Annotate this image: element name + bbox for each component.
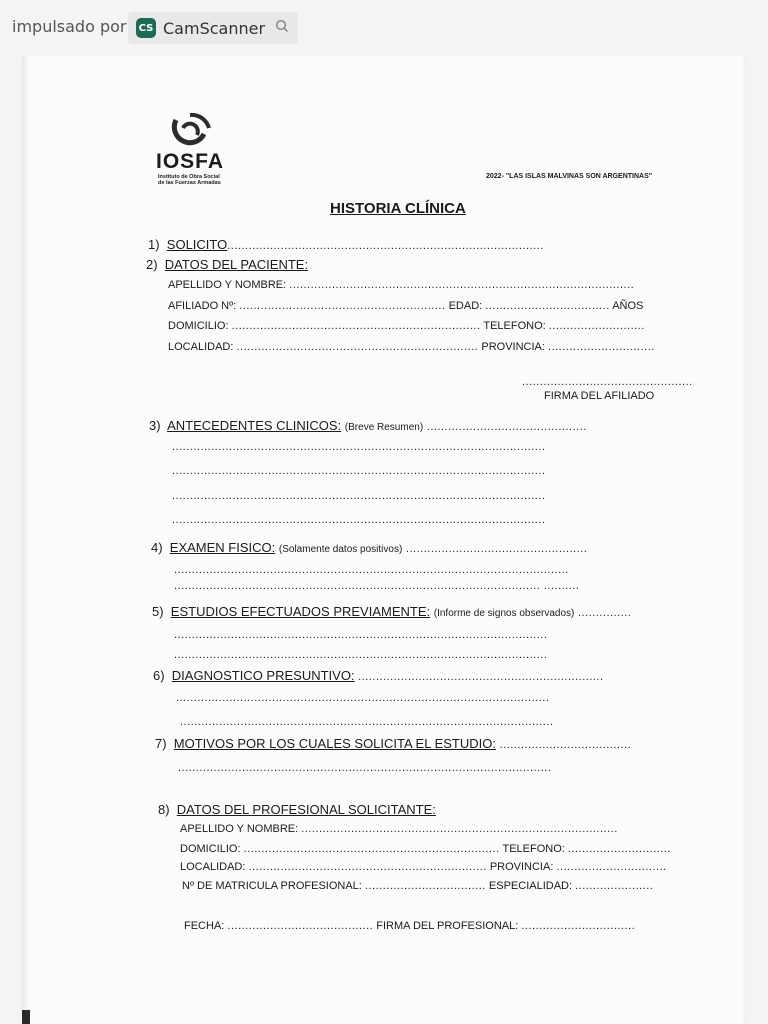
fill-dots: ..................................... bbox=[499, 739, 632, 751]
motto-text: 2022- "LAS ISLAS MALVINAS SON ARGENTINAS" bbox=[486, 173, 653, 180]
section-1-solicito bbox=[148, 237, 544, 252]
logo-name: IOSFA bbox=[156, 150, 225, 173]
logo-subtitle-line-2: de las Fuerzas Armadas bbox=[158, 180, 221, 186]
fill-dots: ................................... bbox=[485, 300, 610, 312]
firma-afiliado-line[interactable]: ................................................ bbox=[522, 376, 693, 388]
section-title: ANTECEDENTES CLINICOS: bbox=[167, 418, 342, 433]
fill-dots: .................................. bbox=[364, 880, 486, 892]
search-icon[interactable] bbox=[275, 19, 289, 33]
paciente-apellido-field[interactable] bbox=[168, 279, 634, 291]
profesional-apellido-field[interactable] bbox=[180, 823, 618, 835]
profesional-matricula-field[interactable] bbox=[182, 880, 653, 892]
section-2-datos-paciente bbox=[146, 257, 308, 272]
logo-subtitle-line-1: Instituto de Obra Social bbox=[158, 174, 220, 180]
fill-dots: ...................... bbox=[575, 880, 654, 892]
camscanner-logo-icon: CS bbox=[136, 18, 156, 38]
field-label: DOMICILIO: bbox=[180, 843, 241, 855]
section-number: 3) bbox=[149, 418, 161, 433]
fill-dots: .................................................................... bbox=[236, 341, 479, 353]
section-8-profesional bbox=[158, 802, 436, 817]
antecedentes-line[interactable]: ......................................................................................................... bbox=[172, 441, 546, 453]
examen-line[interactable]: ....................................................................................................... .......... bbox=[174, 580, 580, 592]
field-label: PROVINCIA: bbox=[489, 861, 554, 873]
field-label: Nº DE MATRICULA PROFESIONAL: bbox=[182, 880, 362, 892]
page-title bbox=[330, 200, 466, 217]
field-label: AÑOS bbox=[612, 300, 644, 312]
page-edge-mark bbox=[22, 1010, 30, 1024]
camscanner-banner bbox=[0, 0, 768, 56]
section-6-diagnostico bbox=[153, 668, 604, 683]
section-number: 7) bbox=[155, 736, 167, 751]
section-4-examen-fisico bbox=[151, 540, 587, 555]
diagnostico-line[interactable]: ......................................................................................................... bbox=[176, 692, 550, 704]
section-5-estudios bbox=[152, 604, 631, 619]
title-part-2: CLÍNICA bbox=[405, 200, 466, 217]
section-3-antecedentes bbox=[149, 418, 587, 433]
fill-dots: ........................................................................ bbox=[243, 843, 500, 855]
field-label: TELEFONO: bbox=[483, 320, 546, 332]
field-label: APELLIDO Y NOMBRE: bbox=[180, 823, 299, 835]
fill-dots: ............... bbox=[578, 607, 632, 619]
field-label: APELLIDO Y NOMBRE: bbox=[168, 279, 287, 291]
section-title: DATOS DEL PACIENTE: bbox=[164, 257, 309, 272]
fill-dots: ............................... bbox=[556, 861, 667, 873]
estudios-line[interactable]: ......................................................................................................... bbox=[174, 649, 548, 661]
diagnostico-line[interactable]: ......................................................................................................... bbox=[180, 716, 554, 728]
section-note: (Solamente datos positivos) bbox=[278, 544, 403, 555]
section-number: 2) bbox=[146, 257, 158, 272]
field-label: ESPECIALIDAD: bbox=[488, 880, 573, 892]
field-label: EDAD: bbox=[448, 300, 483, 312]
section-title: SOLICITO bbox=[166, 237, 228, 252]
powered-by-label: impulsado por bbox=[12, 17, 127, 36]
antecedentes-line[interactable]: ......................................................................................................... bbox=[172, 490, 546, 502]
paciente-afiliado-field[interactable] bbox=[168, 300, 643, 312]
fill-dots: ................................................................... bbox=[248, 861, 487, 873]
motivos-line[interactable]: ......................................................................................................... bbox=[178, 762, 552, 774]
section-title: EXAMEN FISICO: bbox=[169, 540, 276, 555]
fill-dots: ........................... bbox=[548, 320, 645, 332]
antecedentes-line[interactable]: ......................................................................................................... bbox=[172, 514, 546, 526]
section-number: 5) bbox=[152, 604, 164, 619]
fill-dots: ............................. bbox=[567, 843, 672, 855]
section-number: 4) bbox=[151, 540, 163, 555]
estudios-line[interactable]: ......................................................................................................... bbox=[174, 629, 548, 641]
fill-dots: ................................................................................................. bbox=[289, 279, 635, 291]
section-title: MOTIVOS POR LOS CUALES SOLICITA EL ESTUDIO: bbox=[173, 736, 496, 751]
fill-dots: ................................................... bbox=[405, 543, 588, 555]
field-label: LOCALIDAD: bbox=[168, 341, 234, 353]
section-7-motivos bbox=[155, 736, 631, 751]
firma-afiliado-label: FIRMA DEL AFILIADO bbox=[544, 390, 655, 402]
field-label: TELEFONO: bbox=[502, 843, 565, 855]
fill-dots: ......................................................................................... bbox=[227, 240, 544, 252]
section-note: (Informe de signos observados) bbox=[433, 608, 575, 619]
profesional-localidad-field[interactable] bbox=[180, 861, 667, 873]
fill-dots: .......................................................... bbox=[239, 300, 446, 312]
section-number: 1) bbox=[148, 237, 160, 252]
fill-dots: .............................. bbox=[548, 341, 655, 353]
fill-dots: ............................................. bbox=[426, 421, 587, 433]
logo-subtitle bbox=[158, 174, 221, 186]
field-label: LOCALIDAD: bbox=[180, 861, 246, 873]
section-title: DIAGNOSTICO PRESUNTIVO: bbox=[171, 668, 355, 683]
field-label: DOMICILIO: bbox=[168, 320, 229, 332]
fill-dots: ..................................................................... bbox=[358, 671, 604, 683]
fill-dots: ......................................................................................... bbox=[301, 823, 618, 835]
title-part-1: HISTORIA bbox=[330, 200, 401, 217]
paciente-domicilio-field[interactable] bbox=[168, 320, 645, 332]
camscanner-app-name: CamScanner bbox=[163, 18, 266, 38]
antecedentes-line[interactable]: ......................................................................................................... bbox=[172, 465, 546, 477]
camscanner-badge[interactable] bbox=[128, 12, 298, 44]
fill-dots: ...................................................................... bbox=[231, 320, 481, 332]
section-title: DATOS DEL PROFESIONAL SOLICITANTE: bbox=[176, 802, 436, 817]
field-label: AFILIADO Nº: bbox=[168, 300, 237, 312]
fill-dots: ......................................... bbox=[227, 920, 374, 932]
fill-dots: ................................ bbox=[521, 920, 636, 932]
section-number: 6) bbox=[153, 668, 165, 683]
field-label: PROVINCIA: bbox=[481, 341, 545, 353]
examen-line[interactable]: ............................................................................................................... bbox=[174, 564, 569, 576]
field-label: FECHA: bbox=[184, 920, 225, 932]
profesional-fecha-firma-field[interactable] bbox=[184, 920, 635, 932]
paciente-localidad-field[interactable] bbox=[168, 341, 655, 353]
section-title: ESTUDIOS EFECTUADOS PREVIAMENTE: bbox=[170, 604, 431, 619]
section-note: (Breve Resumen) bbox=[344, 422, 424, 433]
profesional-domicilio-field[interactable] bbox=[180, 843, 671, 855]
section-number: 8) bbox=[158, 802, 170, 817]
field-label: FIRMA DEL PROFESIONAL: bbox=[376, 920, 519, 932]
